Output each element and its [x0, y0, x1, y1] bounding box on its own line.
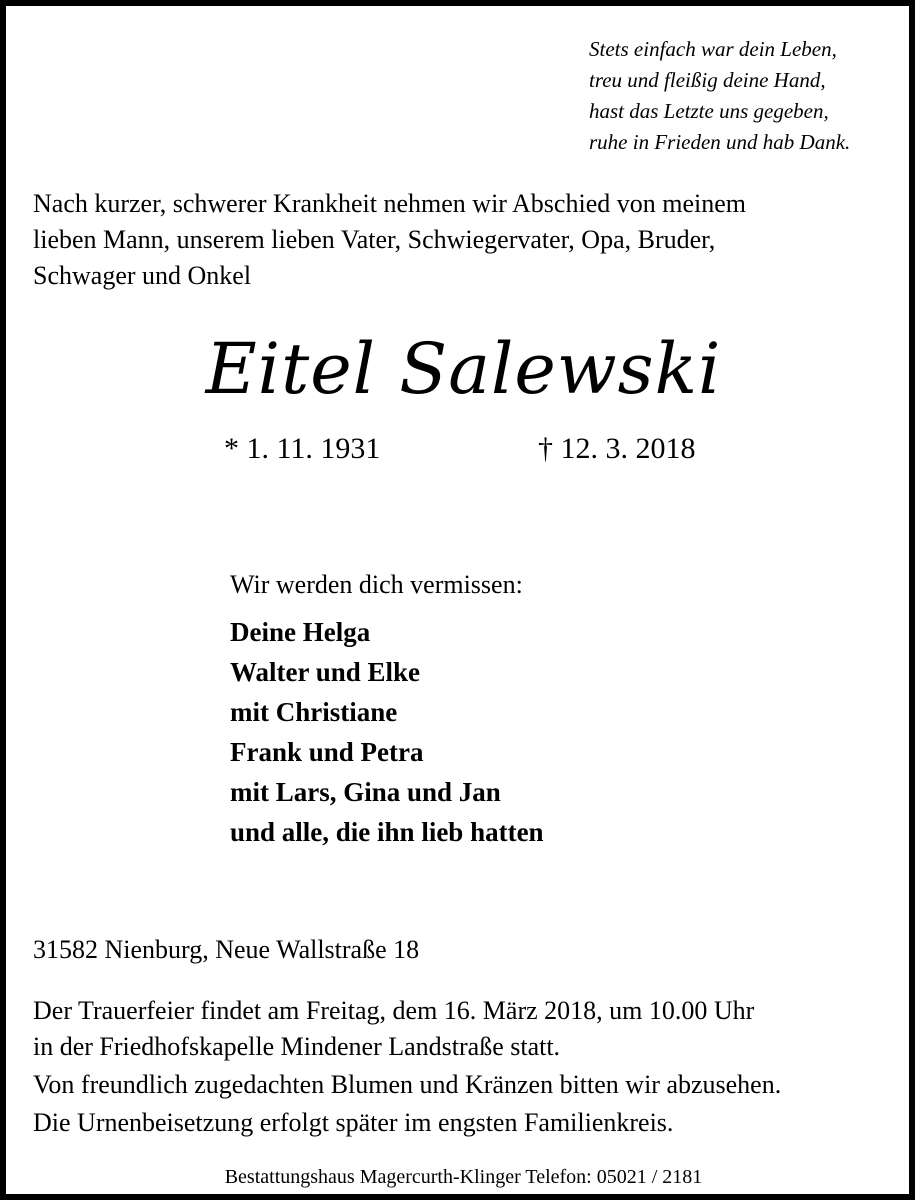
- mourner-entry: Deine Helga: [230, 617, 371, 647]
- memorial-poem: [589, 34, 850, 158]
- funeral-home-contact: Bestattungshaus Magercurth-Klinger Telefon: 05021 / 2181: [224, 1166, 703, 1188]
- mourners-intro: Wir werden dich vermissen:: [230, 570, 523, 599]
- family-address: 31582 Nienburg, Neue Wallstraße 18: [33, 935, 420, 964]
- poem-line: ruhe in Frieden und hab Dank.: [589, 130, 851, 154]
- service-details: [33, 993, 781, 1141]
- deceased-name: Eitel Salewski: [205, 328, 722, 410]
- service-line: Der Trauerfeier findet am Freitag, dem 16. März 2018, um 10.00 Uhr: [33, 996, 755, 1025]
- mourner-entry: Frank und Petra: [230, 737, 424, 767]
- mourner-entry: und alle, die ihn lieb hatten: [230, 817, 544, 847]
- birth-date: * 1. 11. 1931: [224, 432, 381, 465]
- poem-line: treu und fleißig deine Hand,: [589, 68, 826, 92]
- service-line: Von freundlich zugedachten Blumen und Kränzen bitten wir abzusehen.: [33, 1070, 782, 1099]
- announcement-text: [33, 186, 903, 294]
- mourner-entry: Walter und Elke: [230, 657, 421, 687]
- announcement-line: lieben Mann, unserem lieben Vater, Schwiegervater, Opa, Bruder,: [33, 225, 716, 254]
- poem-line: Stets einfach war dein Leben,: [589, 37, 837, 61]
- poem-line: hast das Letzte uns gegeben,: [589, 99, 829, 123]
- announcement-line: Schwager und Onkel: [33, 261, 252, 290]
- service-line: Die Urnenbeisetzung erfolgt später im engsten Familienkreis.: [33, 1108, 674, 1137]
- death-date: † 12. 3. 2018: [538, 432, 696, 465]
- mourners-list: [230, 612, 544, 852]
- mourner-entry: mit Christiane: [230, 697, 398, 727]
- announcement-line: Nach kurzer, schwerer Krankheit nehmen wir Abschied von meinem: [33, 189, 746, 218]
- service-line: in der Friedhofskapelle Mindener Landstraße statt.: [33, 1032, 561, 1061]
- mourner-entry: mit Lars, Gina und Jan: [230, 777, 501, 807]
